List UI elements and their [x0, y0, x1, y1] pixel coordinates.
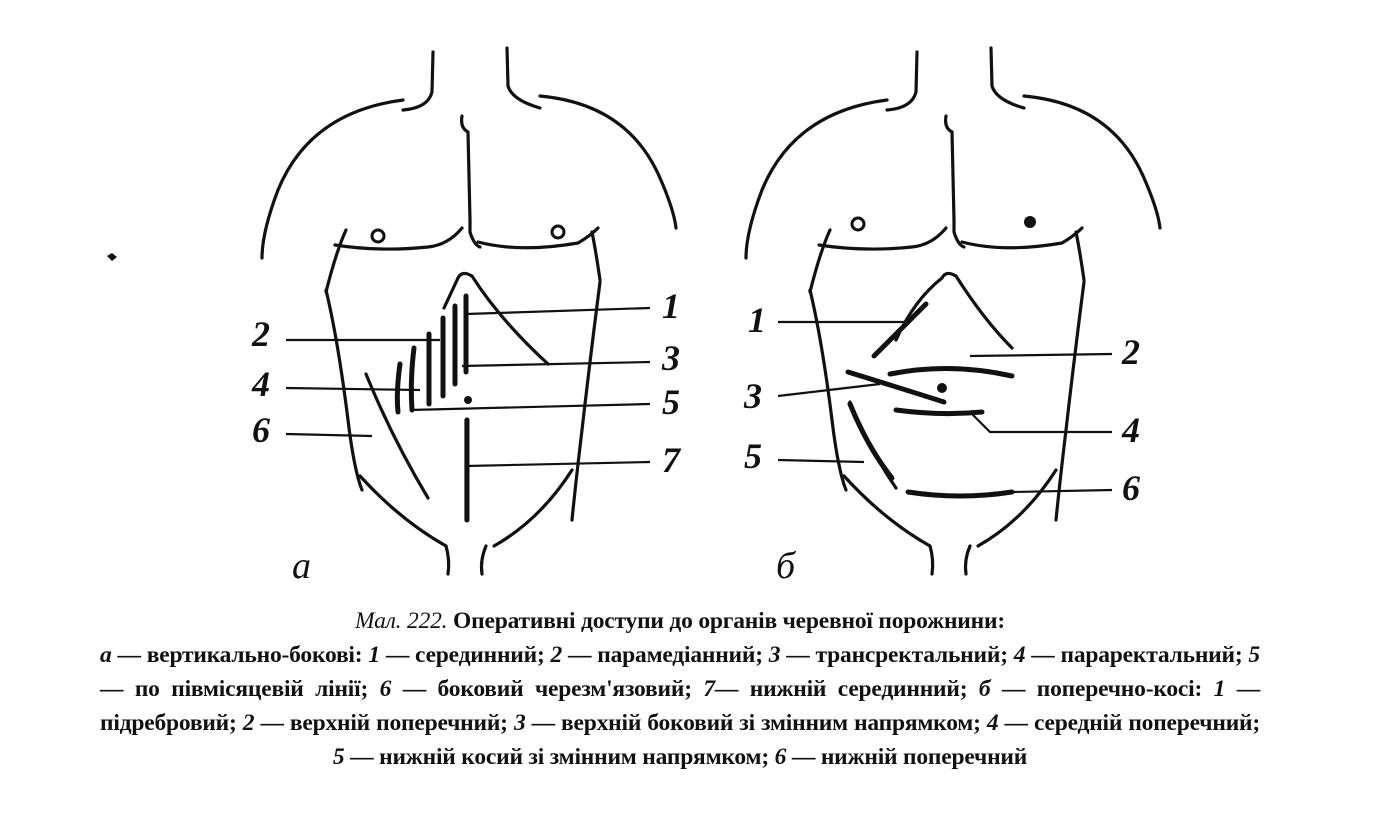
callout-b-5: 5: [744, 436, 762, 476]
caption-item-num: 1: [1213, 676, 1226, 702]
group-a-text: — вертикально-бокові:: [111, 642, 369, 668]
caption-item-num: 1: [368, 642, 380, 668]
figure-number: Мал. 222.: [355, 608, 448, 634]
incision-b-4: [896, 410, 982, 414]
callout-a-4: 4: [252, 364, 270, 404]
callout-a-3: 3: [662, 338, 680, 378]
caption-item-num: 4: [986, 710, 999, 736]
caption-item-text: — середній поперечний;: [998, 710, 1261, 736]
callout-b-2: 2: [1122, 332, 1140, 372]
incision-b-2: [890, 368, 1012, 376]
caption-item-num: 2: [550, 642, 563, 668]
incision-a-6: [397, 364, 400, 412]
caption-item-text: — боковий черезм'язовий;: [391, 676, 704, 702]
caption-item-text: — трансректальний;: [780, 642, 1014, 668]
callout-a-5: 5: [662, 382, 680, 422]
caption-item-num: 3: [768, 642, 781, 668]
callout-a-1: 1: [662, 286, 680, 326]
incision-b-1: [874, 304, 926, 356]
ink-speck: [106, 252, 118, 262]
caption-item-text: — нижній поперечний: [786, 744, 1028, 770]
callout-a-2: 2: [252, 314, 270, 354]
caption-item-num: 6: [774, 744, 787, 770]
group-b-text: — поперечно-косі:: [990, 676, 1214, 702]
caption-item-text: — серединний;: [379, 642, 551, 668]
incision-b-6: [908, 492, 1012, 496]
caption-item-num: 6: [379, 676, 392, 702]
incision-b-5: [850, 404, 892, 478]
caption-item-num: 2: [242, 710, 255, 736]
caption-item-text: — підребровий;: [100, 676, 1261, 736]
caption-item-num: 7: [703, 676, 715, 702]
caption-item-text: — нижній косий зі змінним напрямком;: [344, 744, 775, 770]
caption-title-line: [100, 604, 1260, 638]
incision-a-5: [411, 348, 414, 410]
panel-label-b: б: [776, 545, 796, 587]
callout-b-1: 1: [748, 300, 766, 340]
caption-item-text: — нижній серединний;: [714, 676, 979, 702]
caption-item-num: 3: [513, 710, 526, 736]
umbilicus-b: [937, 383, 947, 393]
caption-item-text: — верхній поперечний;: [254, 710, 514, 736]
panel-b-incisions: [848, 304, 1012, 496]
caption-item-text: — верхній боковий зі змінним напрямком;: [525, 710, 987, 736]
caption-title: Оперативні доступи до органів черевної порожнини:: [453, 608, 1005, 634]
callout-b-3: 3: [744, 376, 762, 416]
nipple-right-b: [1024, 216, 1036, 228]
callout-b-6: 6: [1122, 468, 1140, 508]
group-b-label: б: [978, 676, 991, 702]
caption-item-text: — по півмісяцевій лінії;: [100, 676, 380, 702]
caption-item-num: 5: [332, 744, 345, 770]
group-a-label: а: [100, 642, 112, 668]
caption-item-text: — парамедіанний;: [562, 642, 769, 668]
caption-item-num: 5: [1248, 642, 1260, 668]
figure-caption: [100, 604, 1260, 774]
callout-b-4: 4: [1122, 410, 1140, 450]
nipple-right-a: [552, 226, 564, 238]
callout-a-6: 6: [252, 410, 270, 450]
nipple-left-a: [372, 230, 384, 242]
panel-label-a: а: [292, 545, 311, 587]
callout-a-7: 7: [662, 440, 680, 480]
nipple-left-b: [852, 218, 864, 230]
caption-item-text: — параректальний;: [1025, 642, 1249, 668]
caption-item-num: 4: [1013, 642, 1026, 668]
umbilicus-a: [464, 396, 472, 404]
